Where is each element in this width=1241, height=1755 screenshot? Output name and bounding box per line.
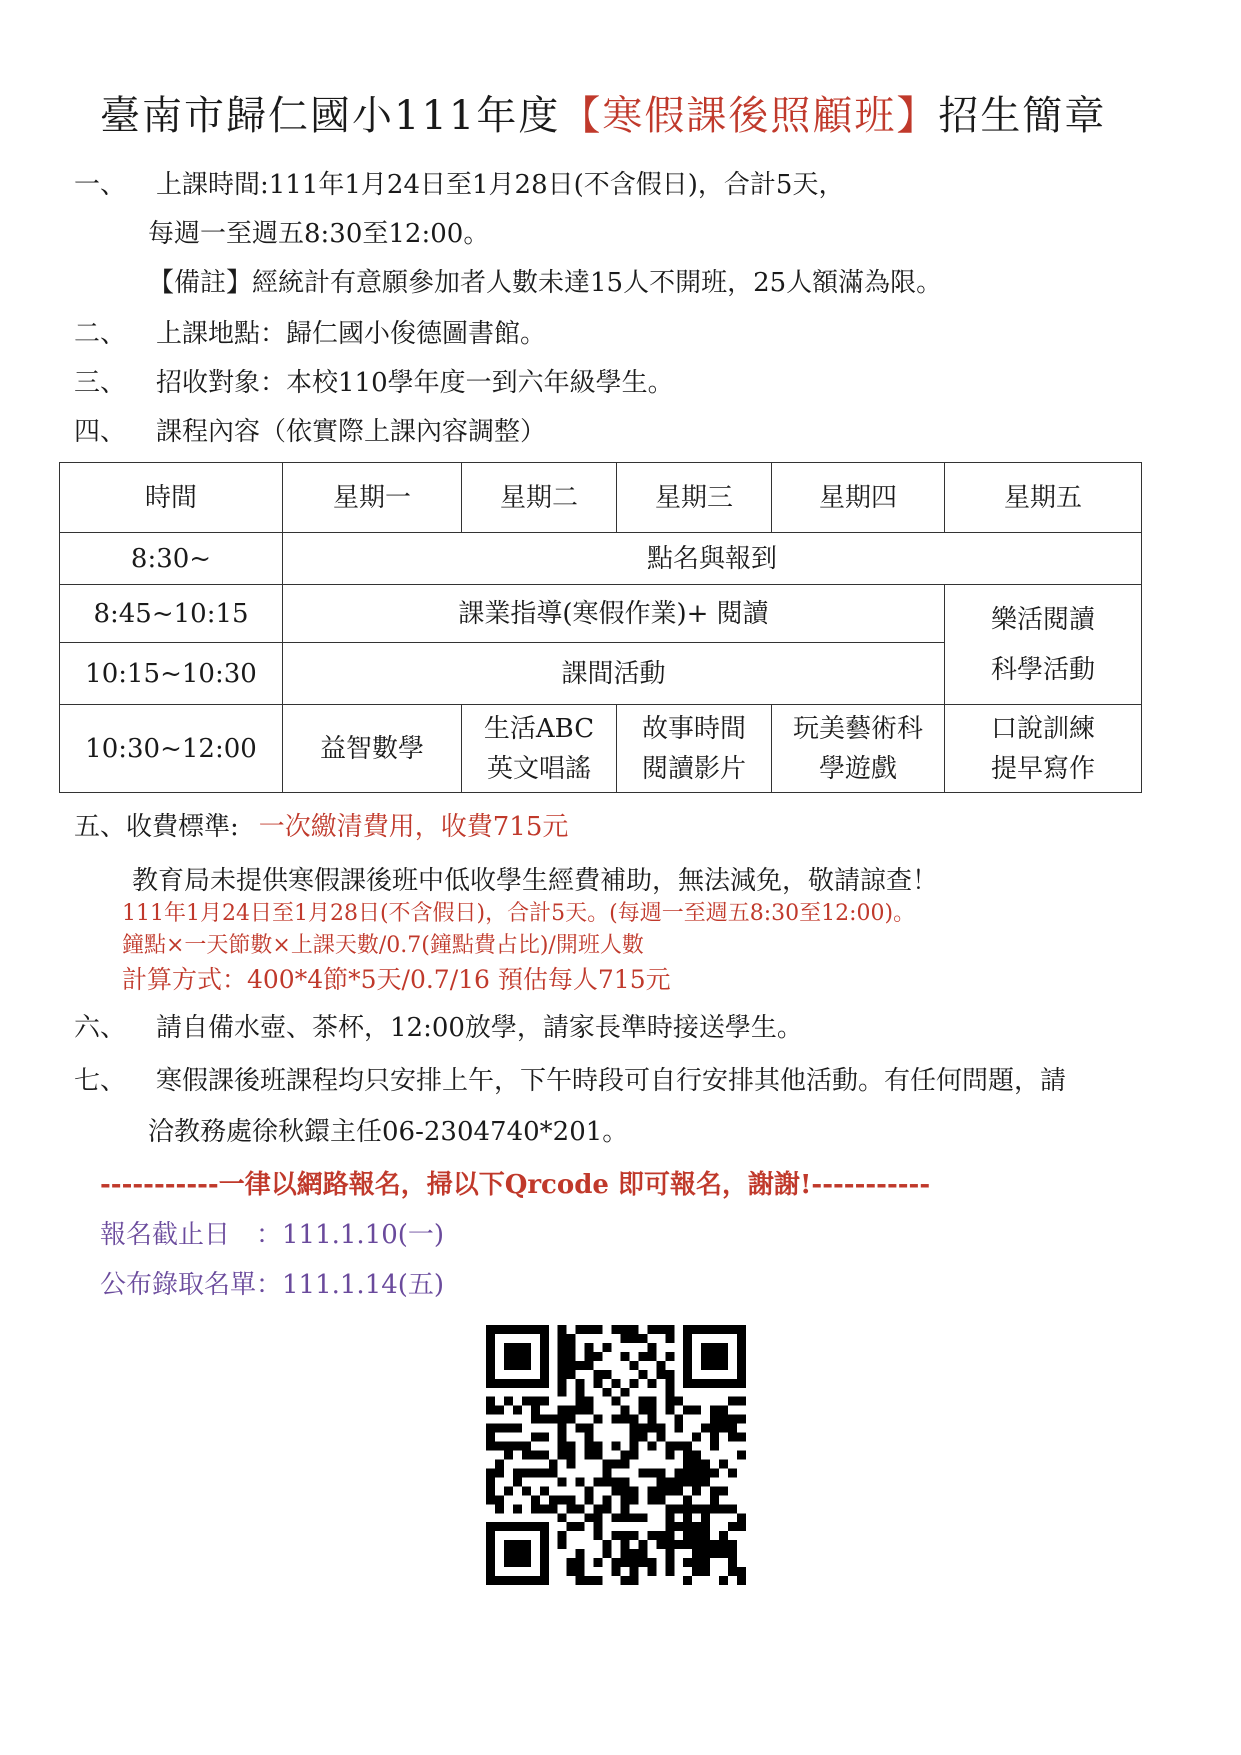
section-5 bbox=[74, 806, 568, 843]
section-3-number: 三、 bbox=[74, 368, 127, 398]
section-1-line-2: 每週一至週五8:30至12:00。 bbox=[148, 219, 490, 249]
activity-line: 口說訓練 bbox=[990, 713, 1095, 744]
activity-cell: 課間活動 bbox=[283, 643, 945, 705]
friday-activity-2: 科學活動 bbox=[990, 654, 1095, 685]
section-3-text: 招收對象：本校110學年度一到六年級學生。 bbox=[156, 368, 674, 398]
thursday-activity bbox=[772, 705, 945, 793]
section-7-number: 七、 bbox=[74, 1066, 127, 1096]
section-1-line-1 bbox=[74, 164, 844, 201]
title-highlight: 【寒假課後照顧班】 bbox=[560, 93, 939, 139]
section-4 bbox=[74, 411, 546, 448]
page-title bbox=[100, 84, 1106, 141]
section-7-line-1 bbox=[74, 1060, 1066, 1097]
section-2-text: 上課地點：歸仁國小俊德圖書館。 bbox=[156, 319, 547, 349]
announcement-date: 公布錄取名單：111.1.14(五) bbox=[100, 1270, 445, 1300]
friday-activity-cell bbox=[945, 585, 1142, 705]
section-2-number: 二、 bbox=[74, 319, 127, 349]
registration-deadline: 報名截止日 ：111.1.10(一) bbox=[100, 1220, 445, 1250]
header-time: 時間 bbox=[60, 463, 283, 533]
title-suffix: 招生簡章 bbox=[938, 93, 1107, 139]
fee-amount: 一次繳清費用，收費715元 bbox=[258, 812, 569, 842]
activity-line: 提早寫作 bbox=[990, 753, 1095, 784]
tuesday-activity bbox=[462, 705, 617, 793]
schedule-table bbox=[59, 462, 1142, 793]
section-7-text: 寒假課後班課程均只安排上午，下午時段可自行安排其他活動。有任何問題，請 bbox=[156, 1066, 1067, 1096]
activity-line: 學遊戲 bbox=[818, 753, 897, 784]
section-1-note: 【備註】經統計有意願參加者人數未達15人不開班，25人額滿為限。 bbox=[148, 268, 943, 298]
fee-period-note: 111年1月24日至1月28日(不含假日)，合計5天。(每週一至週五8:30至12:00)。 bbox=[122, 901, 916, 926]
fee-formula: 鐘點×一天節數×上課天數/0.7(鐘點費占比)/開班人數 bbox=[122, 933, 644, 958]
friday-activity bbox=[945, 705, 1142, 793]
table-row bbox=[60, 585, 1142, 643]
qr-code-icon[interactable] bbox=[486, 1325, 746, 1585]
section-1-number: 一、 bbox=[74, 170, 127, 200]
header-tuesday: 星期二 bbox=[462, 463, 617, 533]
section-3 bbox=[74, 362, 674, 399]
section-4-text: 課程內容（依實際上課內容調整） bbox=[156, 417, 547, 447]
activity-line: 故事時間 bbox=[641, 713, 746, 744]
time-cell: 10:15~10:30 bbox=[60, 643, 283, 705]
time-cell: 8:45~10:15 bbox=[60, 585, 283, 643]
activity-cell: 點名與報到 bbox=[283, 533, 1142, 585]
section-6 bbox=[74, 1007, 803, 1044]
fee-calculation: 計算方式：400*4節*5天/0.7/16 預估每人715元 bbox=[122, 965, 671, 994]
wednesday-activity bbox=[617, 705, 772, 793]
header-thursday: 星期四 bbox=[772, 463, 945, 533]
section-7-line-2: 洽教務處徐秋鐶主任06-2304740*201。 bbox=[148, 1117, 629, 1147]
title-prefix: 臺南市歸仁國小111年度 bbox=[100, 93, 561, 139]
friday-activity-1: 樂活閱讀 bbox=[990, 604, 1095, 635]
activity-line: 英文唱謠 bbox=[486, 753, 591, 784]
time-cell: 10:30~12:00 bbox=[60, 705, 283, 793]
subsidy-note: 教育局未提供寒假課後班中低收學生經費補助，無法減免，敬請諒查！ bbox=[132, 866, 939, 896]
time-cell: 8:30~ bbox=[60, 533, 283, 585]
header-monday: 星期一 bbox=[283, 463, 462, 533]
activity-line: 玩美藝術科 bbox=[792, 713, 923, 744]
table-row bbox=[60, 705, 1142, 793]
section-6-text: 請自備水壺、茶杯，12:00放學，請家長準時接送學生。 bbox=[156, 1013, 803, 1043]
section-5-label: 五、收費標準: bbox=[74, 812, 239, 842]
section-6-number: 六、 bbox=[74, 1013, 127, 1043]
table-header-row bbox=[60, 463, 1142, 533]
monday-activity: 益智數學 bbox=[283, 705, 462, 793]
activity-line: 閱讀影片 bbox=[641, 753, 746, 784]
activity-cell: 課業指導(寒假作業)+ 閱讀 bbox=[283, 585, 945, 643]
section-2 bbox=[74, 313, 546, 350]
table-row bbox=[60, 533, 1142, 585]
registration-separator: -----------一律以網路報名，掃以下Qrcode 即可報名，謝謝!----------- bbox=[100, 1170, 931, 1200]
section-4-number: 四、 bbox=[74, 417, 127, 447]
header-wednesday: 星期三 bbox=[617, 463, 772, 533]
section-1-text: 上課時間:111年1月24日至1月28日(不含假日)，合計5天， bbox=[156, 170, 845, 200]
activity-line: 生活ABC bbox=[483, 713, 595, 744]
header-friday: 星期五 bbox=[945, 463, 1142, 533]
